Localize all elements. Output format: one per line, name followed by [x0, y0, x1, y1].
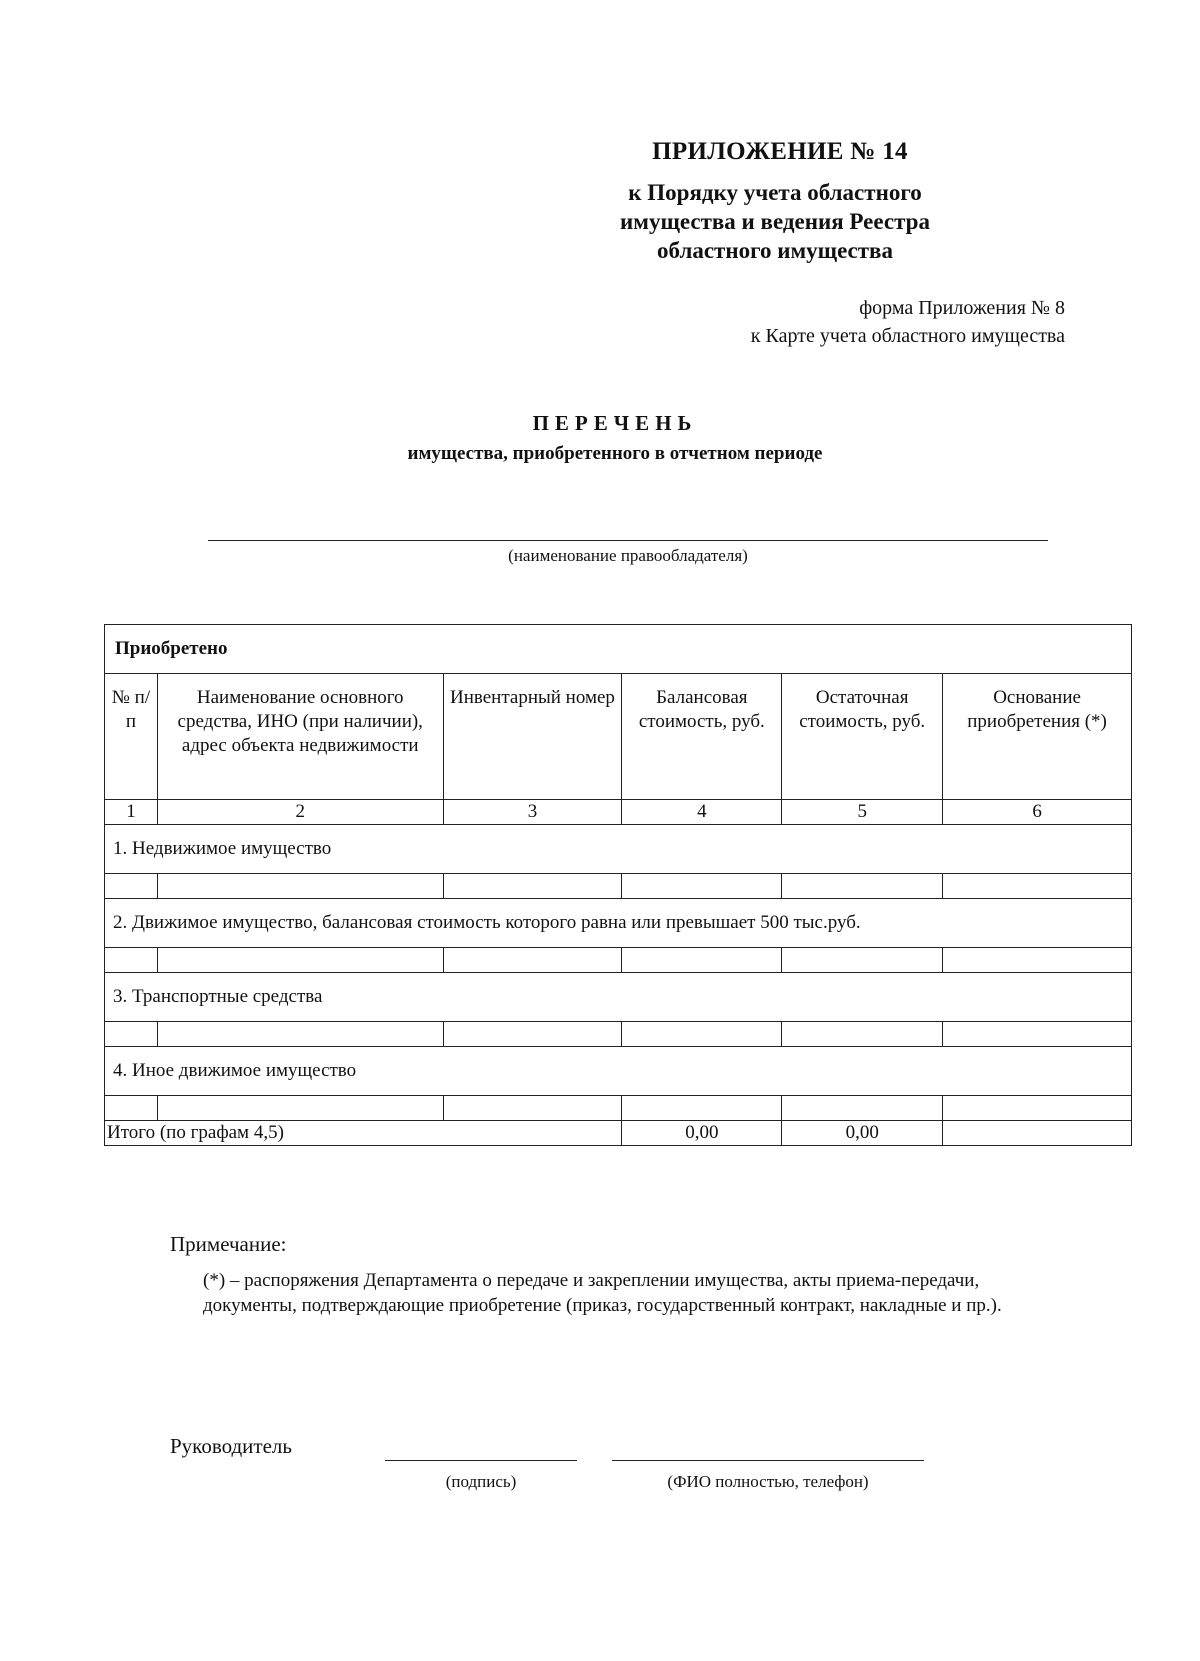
holder-name-caption: (наименование правообладателя) — [508, 546, 748, 565]
document-title: ПЕРЕЧЕНЬ — [532, 411, 698, 435]
form-reference-line: форма Приложения № 8 — [859, 297, 1065, 319]
head-label: Руководитель — [170, 1434, 292, 1458]
full-name-caption: (ФИО полностью, телефон) — [667, 1472, 869, 1491]
table-cell[interactable] — [782, 1096, 943, 1121]
column-header-balance-value: Балансовая стоимость, руб. — [622, 674, 782, 800]
table-cell[interactable] — [782, 1022, 943, 1047]
form-reference — [751, 294, 1065, 350]
section-row — [105, 1047, 1132, 1096]
column-header-number: № п/п — [105, 674, 158, 800]
appendix-subtitle — [560, 178, 990, 265]
total-balance-value: 0,00 — [622, 1121, 782, 1146]
appendix-subtitle-line: к Порядку учета областного — [628, 180, 922, 205]
table-caption-row — [105, 625, 1132, 674]
table-cell[interactable] — [157, 1096, 443, 1121]
table-cell[interactable] — [782, 874, 943, 899]
column-numbers-row — [105, 800, 1132, 825]
table-cell[interactable] — [157, 874, 443, 899]
note-label: Примечание: — [170, 1232, 287, 1256]
table-cell[interactable] — [622, 948, 782, 973]
acquired-assets-table — [104, 624, 1132, 1146]
table-cell[interactable] — [943, 1022, 1132, 1047]
table-cell[interactable] — [622, 1022, 782, 1047]
note-text: (*) – распоряжения Департамента о передаче и закреплении имущества, акты приема-передачи, документы, подтверждающие приобретение (приказ, государственный контракт, накладные и пр.). — [203, 1270, 1002, 1316]
section-title-real-estate: 1. Недвижимое имущество — [105, 825, 1132, 874]
table-cell[interactable] — [157, 948, 443, 973]
table-cell[interactable] — [157, 1022, 443, 1047]
table-cell[interactable] — [443, 1096, 622, 1121]
appendix-subtitle-line: имущества и ведения Реестра — [620, 209, 930, 234]
section-row — [105, 899, 1132, 948]
table-cell[interactable] — [105, 948, 158, 973]
section-title-other-movable: 4. Иное движимое имущество — [105, 1047, 1132, 1096]
full-name-line — [612, 1460, 924, 1461]
table-cell[interactable] — [782, 948, 943, 973]
total-basis-cell — [943, 1121, 1132, 1146]
column-number: 3 — [443, 800, 622, 825]
column-number: 2 — [157, 800, 443, 825]
section-row — [105, 825, 1132, 874]
table-row — [105, 1096, 1132, 1121]
total-label: Итого (по графам 4,5) — [105, 1121, 622, 1146]
holder-name-line — [208, 540, 1048, 541]
column-header-residual-value: Остаточная стоимость, руб. — [782, 674, 943, 800]
table-cell[interactable] — [943, 1096, 1132, 1121]
column-number: 6 — [943, 800, 1132, 825]
column-number: 1 — [105, 800, 158, 825]
table-caption: Приобретено — [105, 625, 1132, 674]
signature-line — [385, 1460, 577, 1461]
table-cell[interactable] — [105, 1022, 158, 1047]
document-subtitle: имущества, приобретенного в отчетном периоде — [407, 443, 823, 464]
table-header-row — [105, 674, 1132, 800]
table-row — [105, 874, 1132, 899]
column-number: 4 — [622, 800, 782, 825]
table-cell[interactable] — [443, 874, 622, 899]
appendix-subtitle-line: областного имущества — [657, 238, 893, 263]
section-row — [105, 973, 1132, 1022]
table-cell[interactable] — [443, 1022, 622, 1047]
signature-caption: (подпись) — [445, 1472, 517, 1491]
table-cell[interactable] — [622, 874, 782, 899]
table-cell[interactable] — [443, 948, 622, 973]
total-residual-value: 0,00 — [782, 1121, 943, 1146]
column-header-inventory-number: Инвентарный номер — [443, 674, 622, 800]
table-cell[interactable] — [943, 874, 1132, 899]
total-row — [105, 1121, 1132, 1146]
table-row — [105, 948, 1132, 973]
table-cell[interactable] — [105, 874, 158, 899]
column-header-name: Наименование основного средства, ИНО (при наличии), адрес объекта недвижимости — [157, 674, 443, 800]
section-title-movable-property-500k: 2. Движимое имущество, балансовая стоимость которого равна или превышает 500 тыс.руб. — [105, 899, 1132, 948]
table-row — [105, 1022, 1132, 1047]
form-reference-line: к Карте учета областного имущества — [750, 325, 1065, 347]
appendix-title: ПРИЛОЖЕНИЕ № 14 — [652, 138, 908, 165]
table-cell[interactable] — [622, 1096, 782, 1121]
column-header-acquisition-basis: Основание приобретения (*) — [943, 674, 1132, 800]
table-cell[interactable] — [943, 948, 1132, 973]
column-number: 5 — [782, 800, 943, 825]
table-cell[interactable] — [105, 1096, 158, 1121]
section-title-vehicles: 3. Транспортные средства — [105, 973, 1132, 1022]
